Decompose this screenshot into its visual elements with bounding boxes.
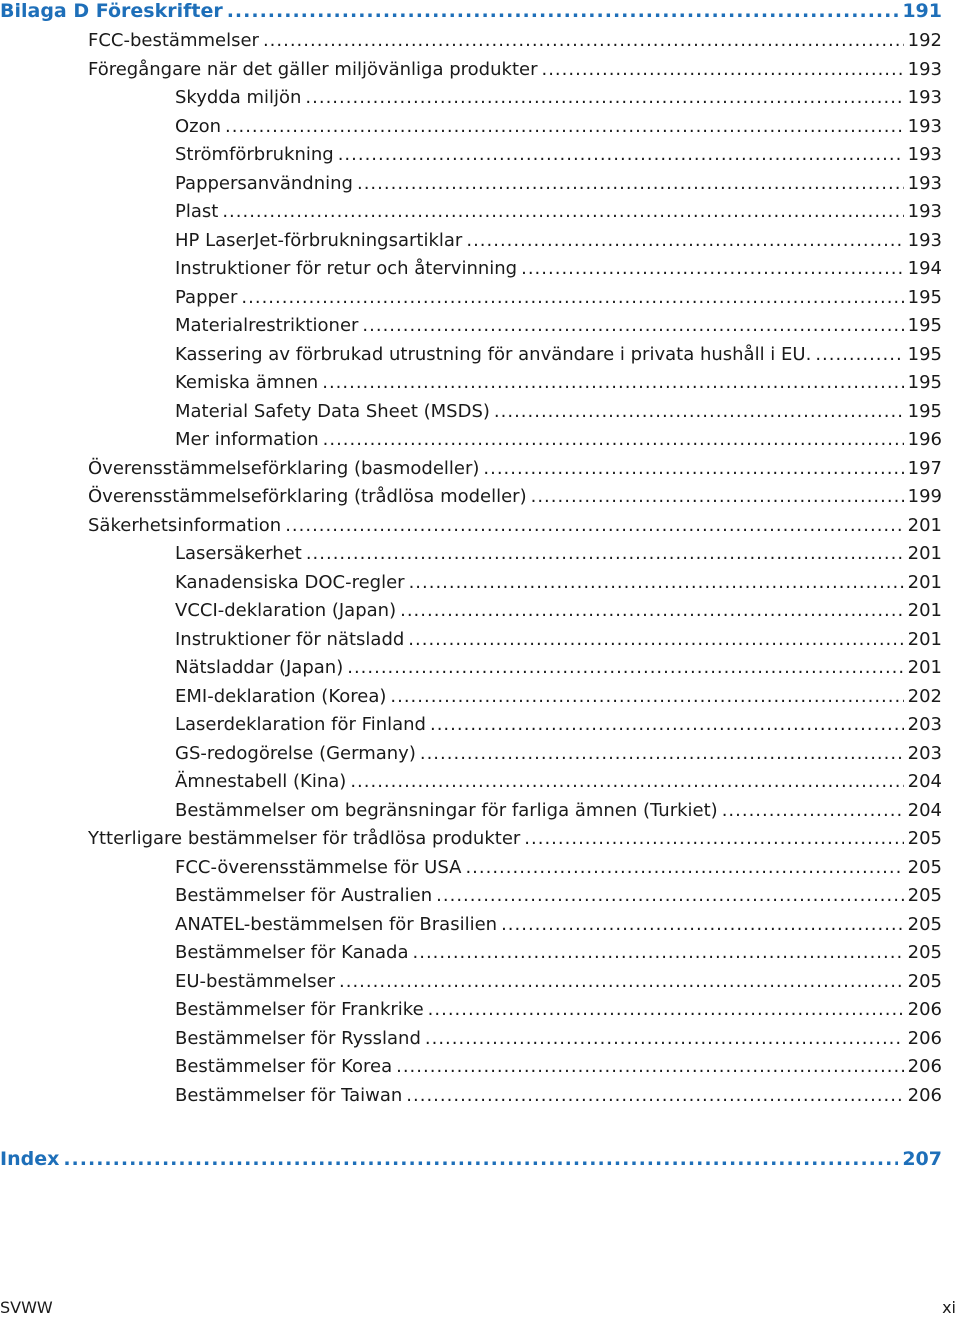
toc-entry-title: Säkerhetsinformation <box>88 514 285 538</box>
toc-section-title: Index <box>0 1148 60 1170</box>
toc-leader-dots <box>483 457 903 481</box>
toc-entry-title: Strömförbrukning <box>175 143 338 167</box>
toc-entry-page: 205 <box>904 856 942 880</box>
toc-entry-title: Bestämmelser om begränsningar för farliga ämnen (Turkiet) <box>175 799 722 823</box>
toc-leader-dots <box>409 571 904 595</box>
toc-section-page: 191 <box>902 0 942 22</box>
toc-entry[interactable] <box>175 1084 942 1108</box>
toc-entry-page: 193 <box>904 115 942 139</box>
toc-entry-title: Föregångare när det gäller miljövänliga produkter <box>88 58 541 82</box>
toc-leader-dots <box>362 314 903 338</box>
toc-entry-page: 195 <box>904 343 942 367</box>
toc-entry[interactable] <box>175 628 942 652</box>
toc-entry-title: Nätsladdar (Japan) <box>175 656 347 680</box>
toc-leader-dots <box>306 542 904 566</box>
toc-entry[interactable] <box>175 998 942 1022</box>
toc-leader-dots <box>225 115 904 139</box>
toc-entry-title: EU-bestämmelser <box>175 970 339 994</box>
toc-entry-title: Laserdeklaration för Finland <box>175 713 430 737</box>
toc-entry-title: FCC-överensstämmelse för USA <box>175 856 465 880</box>
toc-entry[interactable] <box>175 685 942 709</box>
toc-leader-dots <box>323 428 904 452</box>
toc-leader-dots <box>413 941 904 965</box>
toc-entry[interactable] <box>175 143 942 167</box>
toc-entry-title: Pappersanvändning <box>175 172 357 196</box>
toc-entry-title: ANATEL-bestämmelsen för Brasilien <box>175 913 501 937</box>
toc-entry-page: 193 <box>904 229 942 253</box>
toc-entry-title: Bestämmelser för Korea <box>175 1055 396 1079</box>
toc-leader-dots <box>501 913 904 937</box>
toc-entry-title: Bestämmelser för Frankrike <box>175 998 428 1022</box>
toc-entry-page: 195 <box>904 400 942 424</box>
toc-entry-page: 201 <box>904 628 942 652</box>
toc-entry-page: 205 <box>904 913 942 937</box>
toc-entry-title: Överensstämmelseförklaring (basmodeller) <box>88 457 483 481</box>
toc-leader-dots <box>305 86 903 110</box>
toc-leader-dots <box>465 856 903 880</box>
toc-leader-dots <box>722 799 904 823</box>
toc-entry[interactable] <box>88 514 942 538</box>
toc-entry-page: 205 <box>904 970 942 994</box>
toc-entry[interactable] <box>175 1055 942 1079</box>
toc-leader-dots <box>263 29 904 53</box>
toc-leader-dots <box>241 286 903 310</box>
toc-entry-title: Bestämmelser för Australien <box>175 884 436 908</box>
toc-leader-dots <box>339 970 904 994</box>
toc-entry[interactable] <box>175 172 942 196</box>
toc-entry-page: 197 <box>904 457 942 481</box>
toc-leader-dots <box>396 1055 904 1079</box>
toc-entry-title: Mer information <box>175 428 323 452</box>
toc-section-title: Bilaga D Föreskrifter <box>0 0 223 22</box>
toc-leader-dots <box>222 200 903 224</box>
toc-leader-dots <box>815 343 903 367</box>
toc-entry-title: Skydda miljön <box>175 86 305 110</box>
toc-entry[interactable] <box>175 884 942 908</box>
toc-entry[interactable] <box>175 941 942 965</box>
toc-entry[interactable] <box>175 799 942 823</box>
toc-entry[interactable] <box>88 827 942 851</box>
toc-leader-dots <box>390 685 903 709</box>
toc-entry-page: 199 <box>904 485 942 509</box>
toc-entry-page: 195 <box>904 314 942 338</box>
toc-entry-page: 201 <box>904 514 942 538</box>
toc-leader-dots <box>466 229 903 253</box>
toc-entry-title: Ämnestabell (Kina) <box>175 770 350 794</box>
toc-entry-title: Lasersäkerhet <box>175 542 306 566</box>
toc-leader-dots <box>420 742 904 766</box>
toc-entry-title: Kemiska ämnen <box>175 371 322 395</box>
toc-leader-dots <box>430 713 904 737</box>
toc-leader-dots <box>524 827 903 851</box>
toc-entry[interactable] <box>175 400 942 424</box>
toc-entry-page: 196 <box>904 428 942 452</box>
toc-entry-page: 201 <box>904 542 942 566</box>
toc-entry-page: 206 <box>904 1055 942 1079</box>
toc-entry[interactable] <box>175 1027 942 1051</box>
toc-entry[interactable] <box>88 485 942 509</box>
toc-entry-title: Ytterligare bestämmelser för trådlösa produkter <box>88 827 524 851</box>
toc-entry[interactable] <box>175 656 942 680</box>
toc-entry[interactable] <box>88 58 942 82</box>
toc-entry[interactable] <box>175 770 942 794</box>
toc-entry-page: 204 <box>904 770 942 794</box>
toc-entry-page: 206 <box>904 998 942 1022</box>
toc-entry[interactable] <box>175 913 942 937</box>
toc-entry-title: Plast <box>175 200 222 224</box>
toc-entry-title: Kassering av förbrukad utrustning för användare i privata hushåll i EU. <box>175 343 815 367</box>
toc-entry-page: 205 <box>904 884 942 908</box>
toc-leader-dots <box>425 1027 904 1051</box>
toc-section-bilaga-d[interactable] <box>0 0 942 24</box>
toc-entry[interactable] <box>175 371 942 395</box>
toc-leader-dots <box>531 485 904 509</box>
toc-entry[interactable] <box>175 428 942 452</box>
toc-leader-dots <box>408 628 903 652</box>
toc-entry[interactable] <box>88 457 942 481</box>
toc-entry-page: 206 <box>904 1084 942 1108</box>
toc-entry-page: 203 <box>904 742 942 766</box>
toc-entry[interactable] <box>175 229 942 253</box>
toc-leader-dots <box>400 599 904 623</box>
toc-entry-page: 195 <box>904 371 942 395</box>
toc-entry-title: Papper <box>175 286 241 310</box>
toc-entry-title: EMI-deklaration (Korea) <box>175 685 390 709</box>
toc-entry[interactable] <box>175 713 942 737</box>
toc-entry-page: 192 <box>904 29 942 53</box>
toc-entry-page: 193 <box>904 143 942 167</box>
toc-leader-dots <box>285 514 903 538</box>
toc-leader-dots <box>338 143 904 167</box>
toc-leader-dots <box>494 400 904 424</box>
toc-section-index[interactable] <box>0 1146 942 1172</box>
toc-leader-dots <box>347 656 903 680</box>
toc-entry-title: GS-redogörelse (Germany) <box>175 742 420 766</box>
toc-leader-dots <box>436 884 903 908</box>
toc-entry-title: VCCI-deklaration (Japan) <box>175 599 400 623</box>
toc-leader-dots <box>63 1146 898 1172</box>
toc-entry[interactable] <box>88 29 942 53</box>
toc-entry-title: Instruktioner för retur och återvinning <box>175 257 521 281</box>
toc-entry[interactable] <box>175 742 942 766</box>
toc-entry[interactable] <box>175 257 942 281</box>
toc-leader-dots <box>541 58 903 82</box>
toc-entry-title: Överensstämmelseförklaring (trådlösa modeller) <box>88 485 531 509</box>
toc-entry-title: FCC-bestämmelser <box>88 29 263 53</box>
toc-entry[interactable] <box>175 599 942 623</box>
toc-entry[interactable] <box>175 314 942 338</box>
toc-entry-title: Kanadensiska DOC-regler <box>175 571 409 595</box>
toc-entry-title: Bestämmelser för Ryssland <box>175 1027 425 1051</box>
toc-entry-title: Bestämmelser för Taiwan <box>175 1084 406 1108</box>
toc-entry[interactable] <box>175 115 942 139</box>
toc-leader-dots <box>322 371 903 395</box>
toc-entry-page: 201 <box>904 656 942 680</box>
toc-leader-dots <box>227 0 899 24</box>
toc-entry[interactable] <box>175 86 942 110</box>
toc-leader-dots <box>428 998 904 1022</box>
toc-entry-page: 194 <box>904 257 942 281</box>
toc-entry-title: Bestämmelser för Kanada <box>175 941 413 965</box>
footer-page-number: xi <box>942 1298 956 1317</box>
toc-entry-page: 193 <box>904 86 942 110</box>
toc-entry[interactable] <box>175 542 942 566</box>
toc-entry-page: 193 <box>904 172 942 196</box>
toc-entry-page: 206 <box>904 1027 942 1051</box>
toc-entry[interactable] <box>175 200 942 224</box>
toc-entry-page: 193 <box>904 200 942 224</box>
toc-entry[interactable] <box>175 343 942 367</box>
toc-entry-title: Ozon <box>175 115 225 139</box>
toc-entry-page: 204 <box>904 799 942 823</box>
toc-entry-title: Material Safety Data Sheet (MSDS) <box>175 400 494 424</box>
toc-section-page: 207 <box>902 1148 942 1170</box>
toc-entry-page: 202 <box>904 685 942 709</box>
toc-entry-page: 205 <box>904 941 942 965</box>
toc-leader-dots <box>521 257 904 281</box>
toc-entry-title: HP LaserJet-förbrukningsartiklar <box>175 229 466 253</box>
toc-entry-page: 203 <box>904 713 942 737</box>
toc-entry-page: 193 <box>904 58 942 82</box>
toc-entry-page: 201 <box>904 571 942 595</box>
toc-entry-title: Instruktioner för nätsladd <box>175 628 408 652</box>
toc-leader-dots <box>406 1084 903 1108</box>
toc-entry-page: 205 <box>904 827 942 851</box>
toc-entry-page: 195 <box>904 286 942 310</box>
toc-entry-page: 201 <box>904 599 942 623</box>
toc-leader-dots <box>357 172 904 196</box>
toc-entry[interactable] <box>175 856 942 880</box>
toc-leader-dots <box>350 770 903 794</box>
toc-entry[interactable] <box>175 970 942 994</box>
toc-entry[interactable] <box>175 571 942 595</box>
footer-doc-code: SVWW <box>0 1298 53 1317</box>
toc-entry-title: Materialrestriktioner <box>175 314 362 338</box>
toc-entry[interactable] <box>175 286 942 310</box>
